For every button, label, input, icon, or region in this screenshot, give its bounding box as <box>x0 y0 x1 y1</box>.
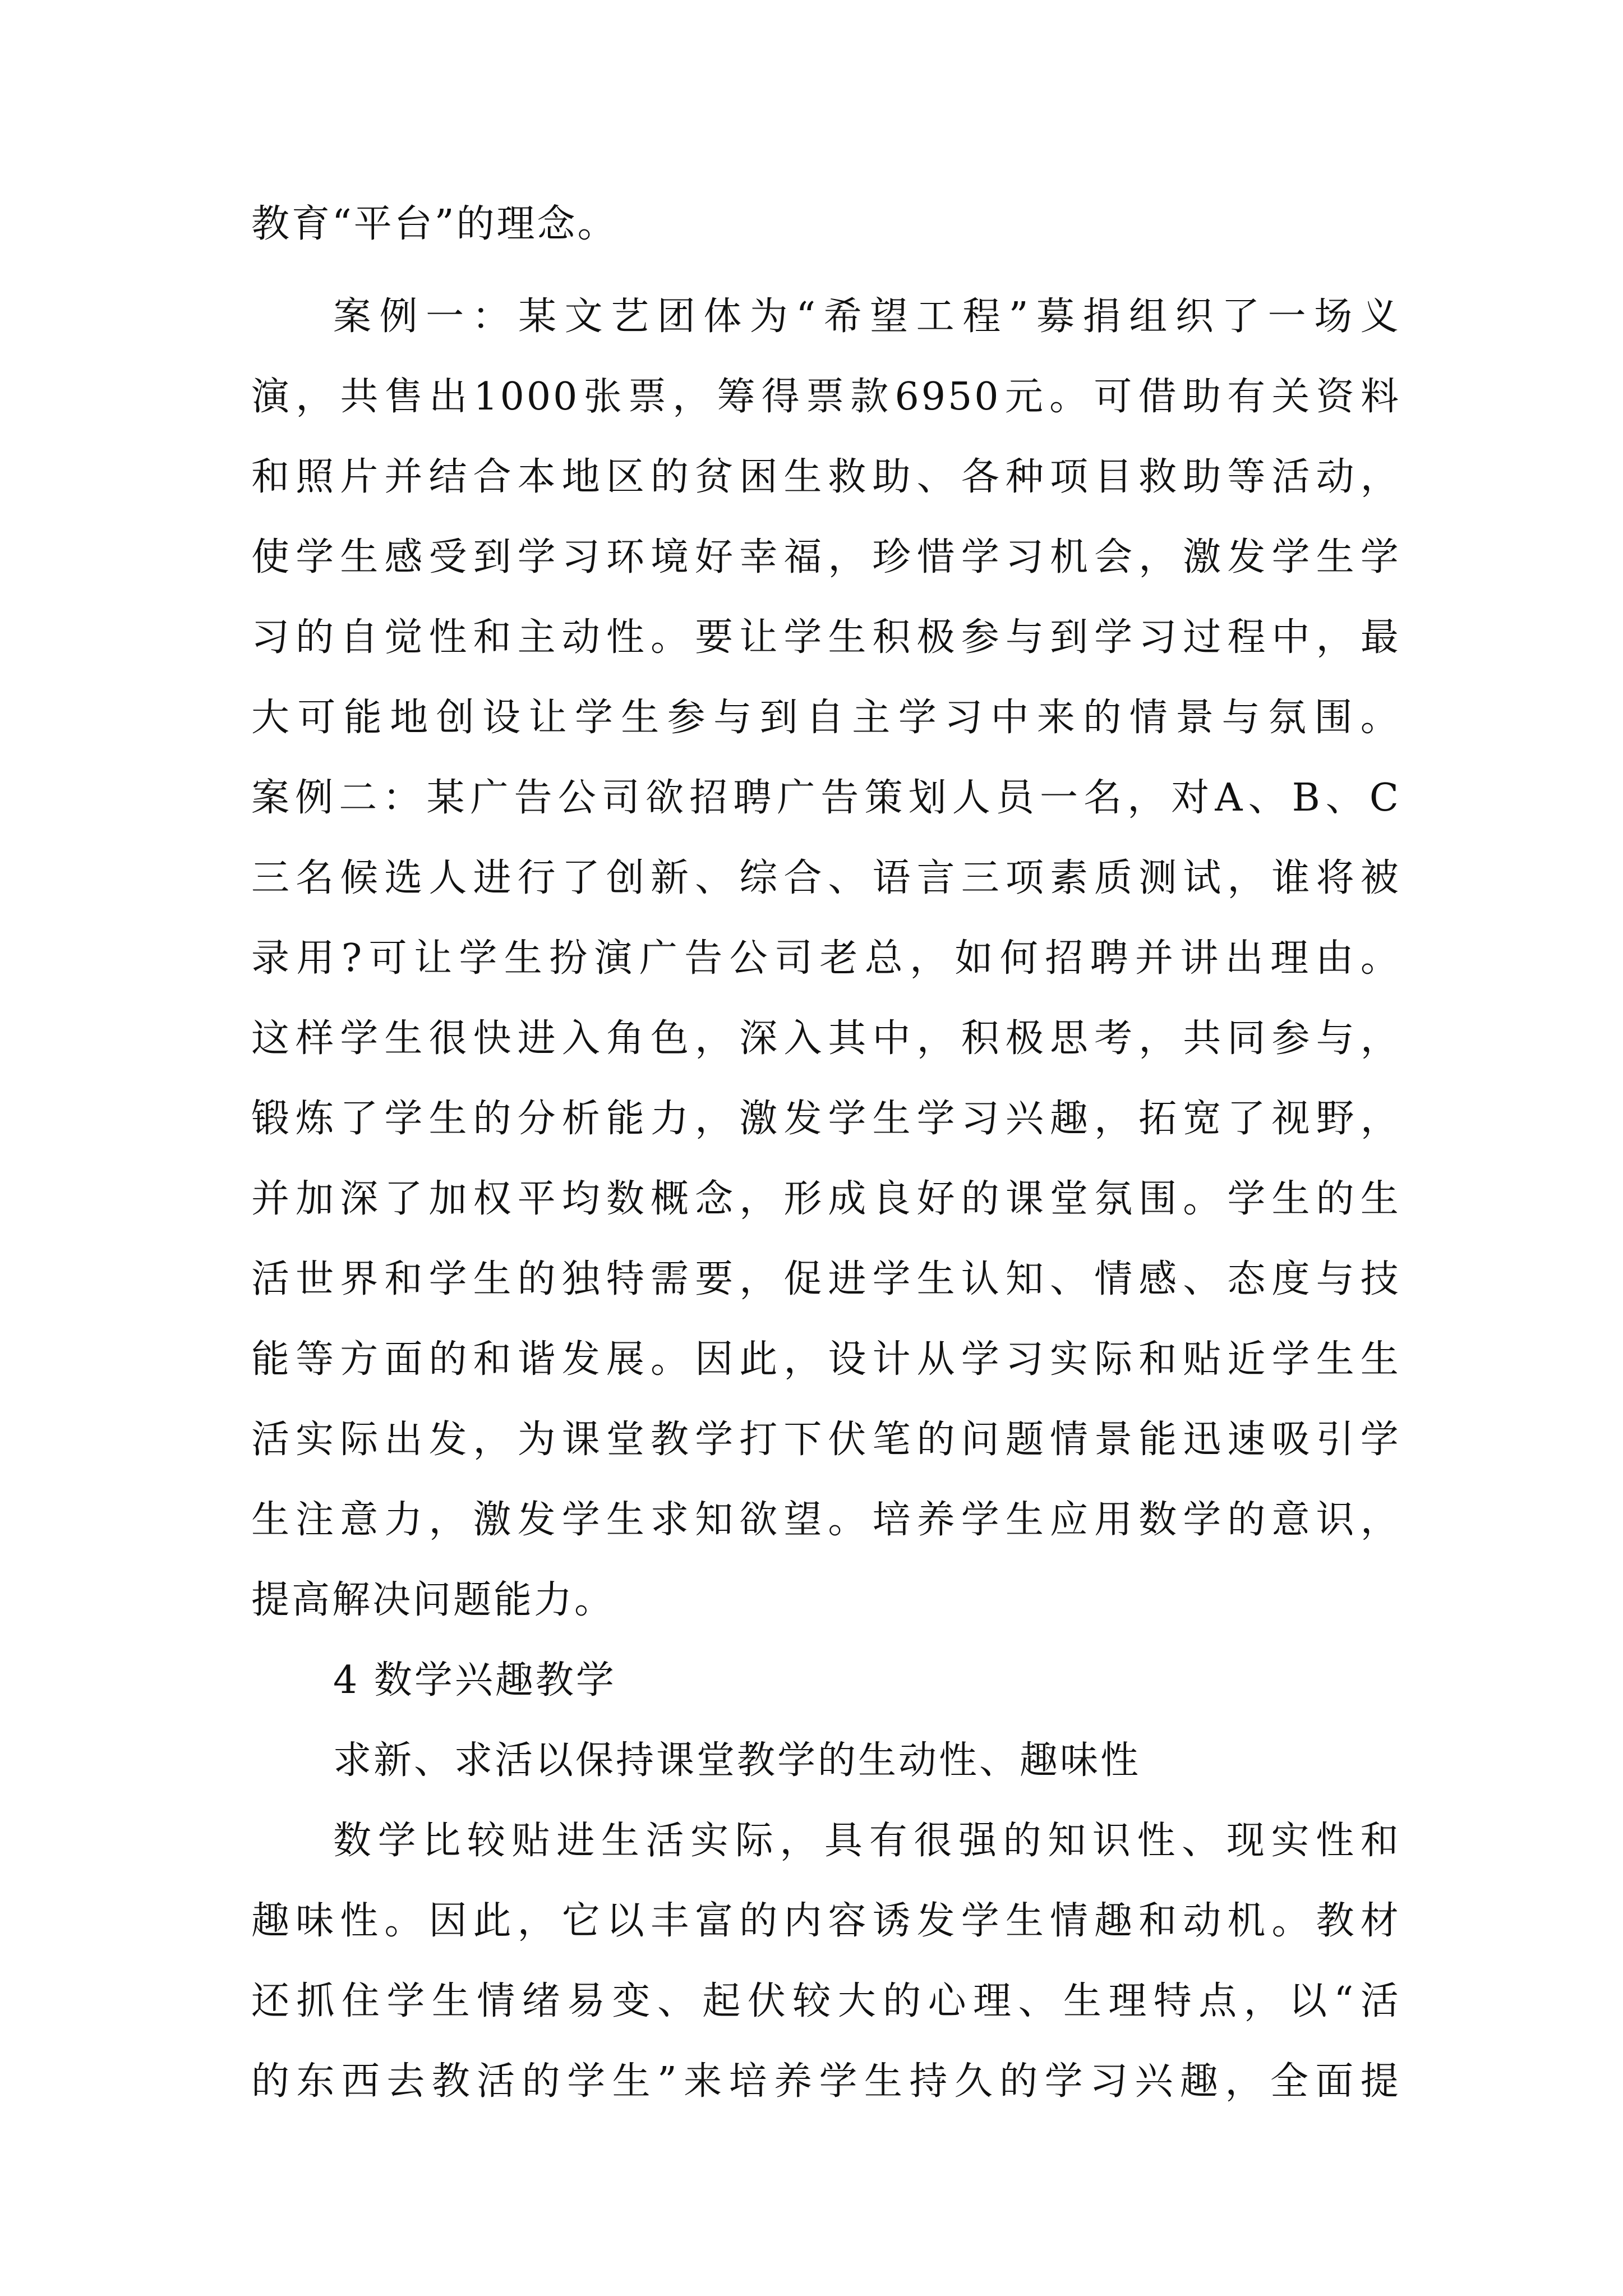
section-heading: 4 数学兴趣教学 <box>333 1658 616 1703</box>
text-line-16: 活 实 际 出 发 ， 为 课 堂 教 学 打 下 伏 笔 的 问 题 情 景 能 迅 速 吸 引 学 <box>251 1418 1401 1462</box>
section-subheading: 求新、求活以保持课堂教学的生动性、趣味性 <box>333 1738 1141 1783</box>
text-line-22: 趣 味 性 。 因 此 ， 它 以 丰 富 的 内 容 诱 发 学 生 情 趣 和 动 机 。 教 材 <box>251 1899 1401 1943</box>
text-line-18: 提高解决问题能力。 <box>251 1578 615 1622</box>
text-line-17: 生 注 意 力 ， 激 发 学 生 求 知 欲 望 。 培 养 学 生 应 用 数 学 的 意 识 ， <box>251 1498 1401 1542</box>
text-line-7: 大 可 能 地 创 设 让 学 生 参 与 到 自 主 学 习 中 来 的 情 景 与 氛 围 。 <box>251 696 1401 740</box>
text-line-9: 三 名 候 选 人 进 行 了 创 新 、 综 合 、 语 言 三 项 素 质 测 试 ， 谁 将 被 <box>251 856 1401 900</box>
text-line-14: 活 世 界 和 学 生 的 独 特 需 要 ， 促 进 学 生 认 知 、 情 感 、 态 度 与 技 <box>251 1257 1401 1301</box>
text-line-1: 教育“平台”的理念。 <box>251 202 618 246</box>
text-line-23: 还 抓 住 学 生 情 绪 易 变 、 起 伏 较 大 的 心 理 、 生 理 特 点 ， 以 “ 活 <box>251 1979 1401 2023</box>
text-line-10: 录 用 ? 可 让 学 生 扮 演 广 告 公 司 老 总 ， 如 何 招 聘 并 讲 出 理 由 。 <box>251 936 1401 981</box>
text-line-8: 案 例 二 ： 某 广 告 公 司 欲 招 聘 广 告 策 划 人 员 一 名 ， 对 A 、 B 、 C <box>251 776 1401 820</box>
text-line-6: 习 的 自 觉 性 和 主 动 性 。 要 让 学 生 积 极 参 与 到 学 习 过 程 中 ， 最 <box>251 615 1401 660</box>
text-line-12: 锻 炼 了 学 生 的 分 析 能 力 ， 激 发 学 生 学 习 兴 趣 ， 拓 宽 了 视 野 ， <box>251 1097 1401 1141</box>
text-line-5: 使 学 生 感 受 到 学 习 环 境 好 幸 福 ， 珍 惜 学 习 机 会 ， 激 发 学 生 学 <box>251 535 1401 579</box>
text-line-21: 数 学 比 较 贴 进 生 活 实 际 ， 具 有 很 强 的 知 识 性 、 现 实 性 和 <box>333 1819 1401 1863</box>
text-line-4: 和 照 片 并 结 合 本 地 区 的 贫 困 生 救 助 、 各 种 项 目 救 助 等 活 动 ， <box>251 455 1401 499</box>
text-line-11: 这 样 学 生 很 快 进 入 角 色 ， 深 入 其 中 ， 积 极 思 考 ， 共 同 参 与 ， <box>251 1016 1401 1061</box>
text-line-15: 能 等 方 面 的 和 谐 发 展 。 因 此 ， 设 计 从 学 习 实 际 和 贴 近 学 生 生 <box>251 1337 1401 1382</box>
text-line-2: 案 例 一 ： 某 文 艺 团 体 为 “ 希 望 工 程 ” 募 捐 组 织 了 一 场 义 <box>333 295 1401 339</box>
text-line-24: 的 东 西 去 教 活 的 学 生 ” 来 培 养 学 生 持 久 的 学 习 兴 趣 ， 全 面 提 <box>251 2059 1401 2104</box>
text-line-3: 演 ， 共 售 出 1000 张 票 ， 筹 得 票 款 6950 元 。 可 借 助 有 关 资 料 <box>251 375 1401 419</box>
text-line-13: 并 加 深 了 加 权 平 均 数 概 念 ， 形 成 良 好 的 课 堂 氛 围 。 学 生 的 生 <box>251 1177 1401 1221</box>
